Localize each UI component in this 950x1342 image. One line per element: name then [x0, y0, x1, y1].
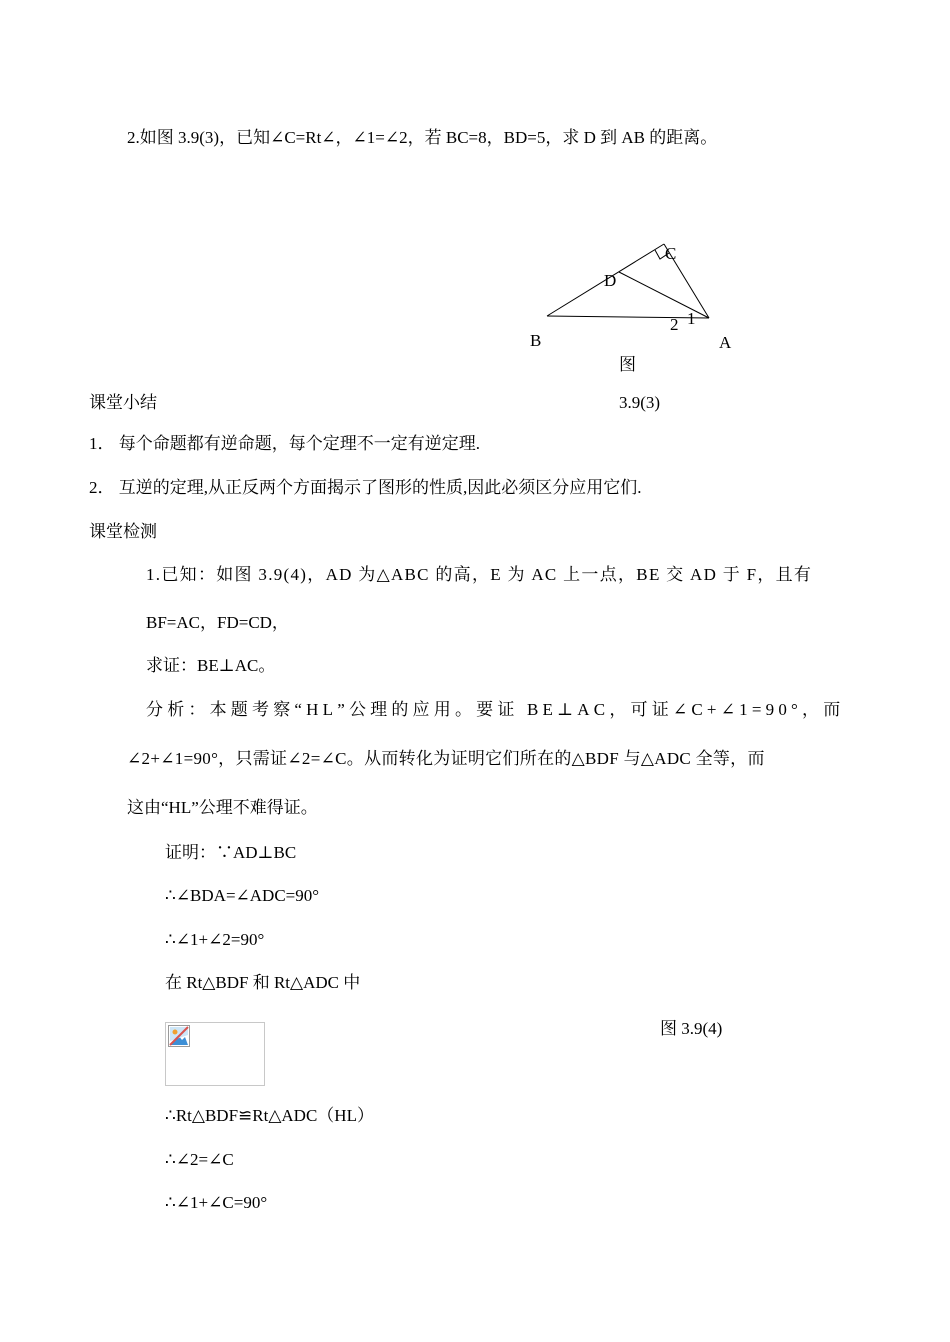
- problem-2-text: 2.如图 3.9(3)，已知∠C=Rt∠，∠1=∠2，若 BC=8，BD=5，求 D 到 AB 的距离。: [127, 128, 718, 147]
- summary-heading: 课堂小结: [89, 393, 157, 412]
- proof-line-4: 在 Rt△BDF 和 Rt△ADC 中: [165, 973, 361, 992]
- test-heading: 课堂检测: [89, 522, 157, 541]
- proof-line-3: ∴∠1+∠2=90°: [165, 930, 265, 949]
- label-angle-1: 1: [687, 309, 696, 328]
- proof-line-1: 证明：∵AD⊥BC: [165, 843, 297, 862]
- analysis-line-1: 分析：本题考察“HL”公理的应用。要证 BE⊥AC，可证∠C+∠1=90°，而: [146, 700, 845, 719]
- figure-1-caption-line2: 3.9(3): [619, 393, 661, 412]
- proof-line-6: ∴∠2=∠C: [165, 1150, 234, 1169]
- triangle-figure-3-9-3: [0, 0, 950, 420]
- label-d: D: [604, 271, 617, 290]
- question-1-line-2: BF=AC，FD=CD，: [146, 613, 289, 632]
- broken-image-icon: [168, 1025, 190, 1047]
- figure-1-caption-line1: 图: [619, 355, 636, 374]
- figure-3-9-4-image-placeholder: [165, 1022, 265, 1086]
- question-1-line-1: 1.已知：如图 3.9(4)，AD 为△ABC 的高，E 为 AC 上一点，BE 交 AD 于 F，且有: [146, 565, 813, 584]
- segment-ba: [547, 316, 709, 318]
- analysis-line-2: ∠2+∠1=90°，只需证∠2=∠C。从而转化为证明它们所在的△BDF 与△ADC 全等，而: [127, 749, 765, 768]
- summary-item-1: 1． 每个命题都有逆命题，每个定理不一定有逆定理.: [89, 434, 480, 453]
- label-angle-2: 2: [670, 315, 679, 334]
- label-c: C: [665, 244, 677, 263]
- analysis-line-3: 这由“HL”公理不难得证。: [127, 798, 318, 817]
- proof-line-5: ∴Rt△BDF≌Rt△ADC（HL）: [165, 1106, 374, 1125]
- label-a: A: [719, 333, 732, 352]
- summary-item-2: 2． 互逆的定理,从正反两个方面揭示了图形的性质,因此必须区分应用它们.: [89, 478, 642, 497]
- proof-line-2: ∴∠BDA=∠ADC=90°: [165, 886, 320, 905]
- label-b: B: [530, 331, 542, 350]
- question-1-line-3: 求证：BE⊥AC。: [146, 656, 276, 675]
- proof-line-7: ∴∠1+∠C=90°: [165, 1193, 268, 1212]
- figure-2-caption: 图 3.9(4): [660, 1019, 723, 1038]
